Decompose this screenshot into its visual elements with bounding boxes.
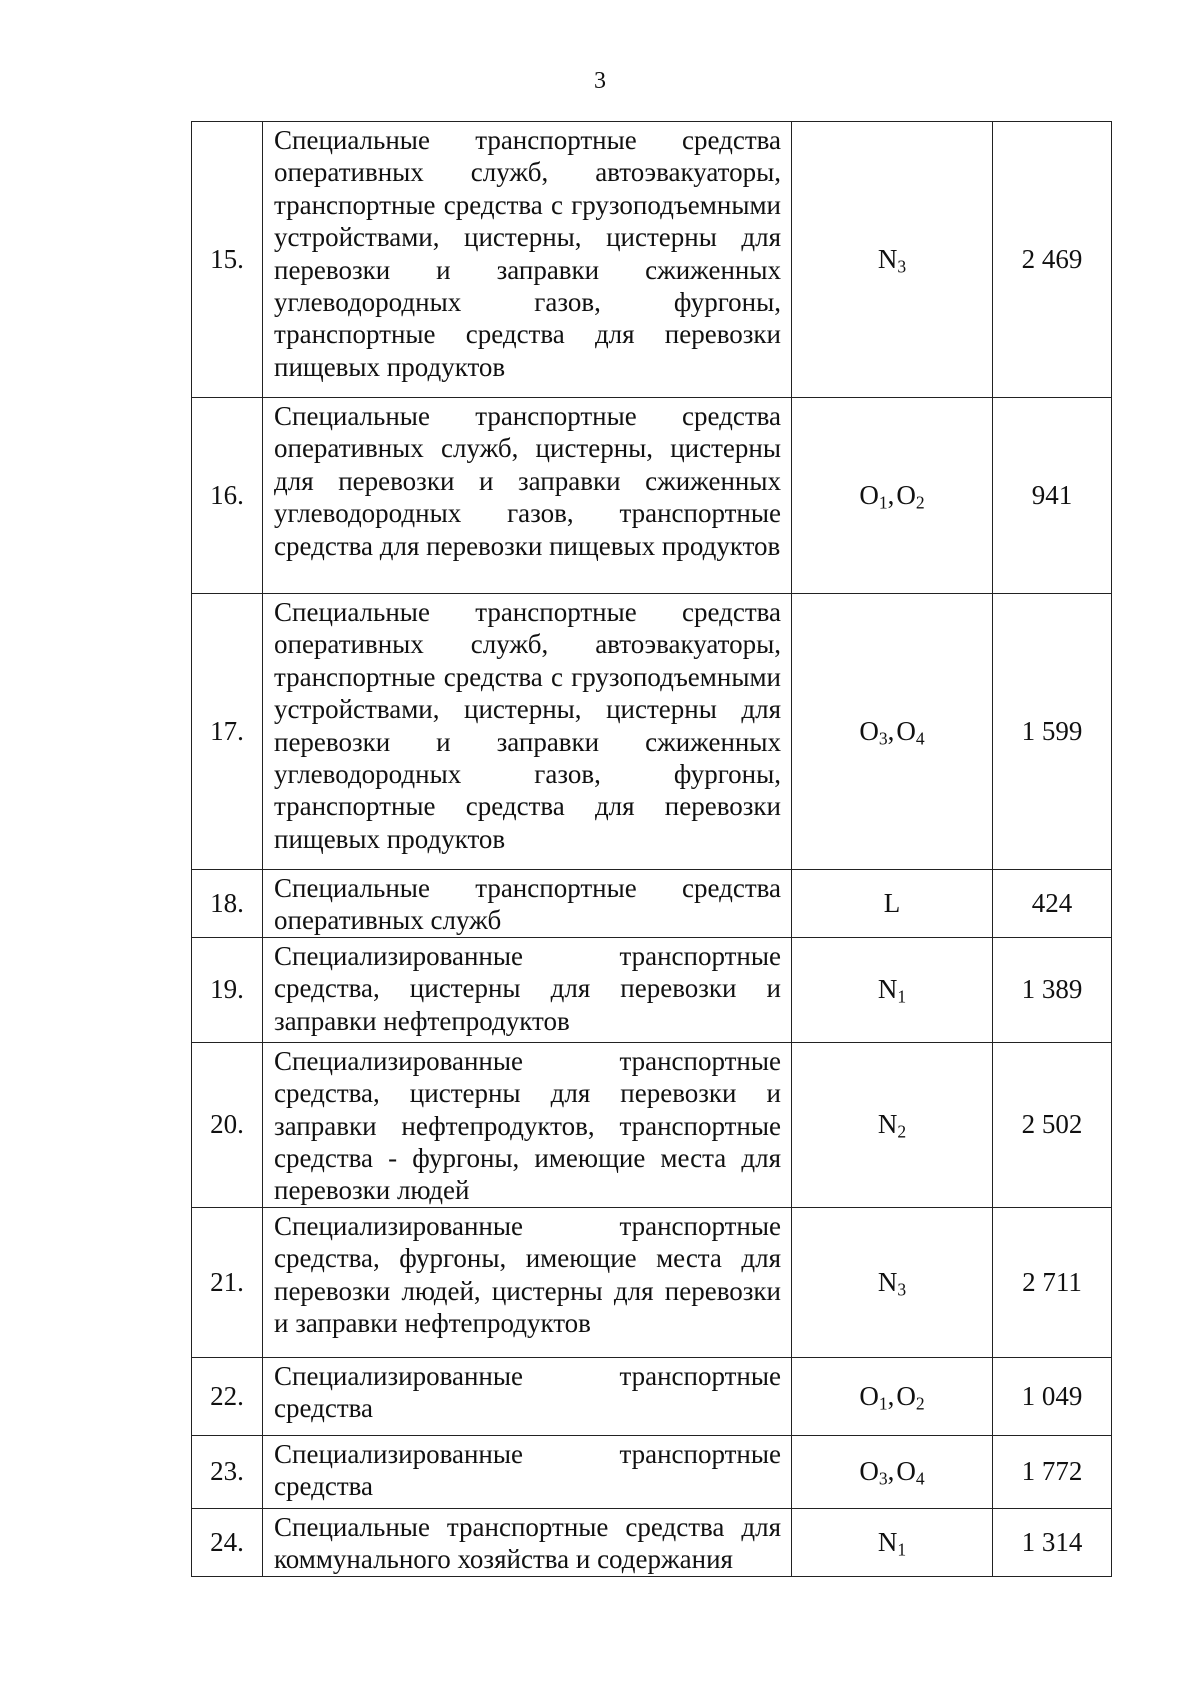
- vehicle-table: [191, 121, 1112, 1577]
- row-description: Специальные транспортные средства оперативных служб: [263, 870, 792, 938]
- table-row: [192, 1042, 1112, 1207]
- table-row: [192, 937, 1112, 1042]
- table-row: [192, 1207, 1112, 1357]
- row-description: Специальные транспортные средства оперативных служб, цистерны, цистерны для перевозки и заправки сжиженных углеводородных газов, транспортные средства для перевозки пищевых продуктов: [263, 398, 792, 594]
- row-value: 1 772: [993, 1435, 1112, 1508]
- row-category: $N_1$: [792, 937, 993, 1042]
- row-number: 24.: [192, 1508, 263, 1576]
- row-value: 2 469: [993, 122, 1112, 398]
- table-row: [192, 398, 1112, 594]
- row-value: 1 314: [993, 1508, 1112, 1576]
- row-number: 15.: [192, 122, 263, 398]
- row-category: $O_3,O_4$: [792, 594, 993, 870]
- row-number: 18.: [192, 870, 263, 938]
- row-category: $O_3,O_4$: [792, 1435, 993, 1508]
- row-category: $N_3$: [792, 1207, 993, 1357]
- row-category: L: [792, 870, 993, 938]
- row-description: Специализированные транспортные средства, цистерны для перевозки и заправки нефтепродуктов, транспортные средства - фургоны, имеющие места для перевозки людей: [263, 1042, 792, 1207]
- row-number: 20.: [192, 1042, 263, 1207]
- row-description: Специализированные транспортные средства: [263, 1357, 792, 1435]
- row-value: 424: [993, 870, 1112, 938]
- page-number: 3: [594, 68, 606, 94]
- row-number: 17.: [192, 594, 263, 870]
- row-value: 2 711: [993, 1207, 1112, 1357]
- row-description: Специализированные транспортные средства: [263, 1435, 792, 1508]
- row-number: 21.: [192, 1207, 263, 1357]
- row-value: 1 599: [993, 594, 1112, 870]
- row-number: 19.: [192, 937, 263, 1042]
- row-value: 941: [993, 398, 1112, 594]
- table-row: [192, 594, 1112, 870]
- row-category: $N_1$: [792, 1508, 993, 1576]
- row-value: 2 502: [993, 1042, 1112, 1207]
- row-category: $O_1,O_2$: [792, 398, 993, 594]
- table-row: [192, 870, 1112, 938]
- table-row: [192, 1357, 1112, 1435]
- row-value: 1 049: [993, 1357, 1112, 1435]
- row-description: Специальные транспортные средства для коммунального хозяйства и содержания: [263, 1508, 792, 1576]
- table-row: [192, 122, 1112, 398]
- row-number: 16.: [192, 398, 263, 594]
- row-value: 1 389: [993, 937, 1112, 1042]
- row-number: 22.: [192, 1357, 263, 1435]
- row-category: $N_2$: [792, 1042, 993, 1207]
- row-description: Специализированные транспортные средства, цистерны для перевозки и заправки нефтепродуктов: [263, 937, 792, 1042]
- row-description: Специальные транспортные средства оперативных служб, автоэвакуаторы, транспортные средства с грузоподъемными устройствами, цистерны, цистерны для перевозки и заправки сжиженных углеводородных газов, фургоны, транспортные средства для перевозки пищевых продуктов: [263, 122, 792, 398]
- row-number: 23.: [192, 1435, 263, 1508]
- table-row: [192, 1508, 1112, 1576]
- row-category: $O_1,O_2$: [792, 1357, 993, 1435]
- row-category: $N_3$: [792, 122, 993, 398]
- table-row: [192, 1435, 1112, 1508]
- row-description: Специальные транспортные средства оперативных служб, автоэвакуаторы, транспортные средства с грузоподъемными устройствами, цистерны, цистерны для перевозки и заправки сжиженных углеводородных газов, фургоны, транспортные средства для перевозки пищевых продуктов: [263, 594, 792, 870]
- row-description: Специализированные транспортные средства, фургоны, имеющие места для перевозки людей, цистерны для перевозки и заправки нефтепродуктов: [263, 1207, 792, 1357]
